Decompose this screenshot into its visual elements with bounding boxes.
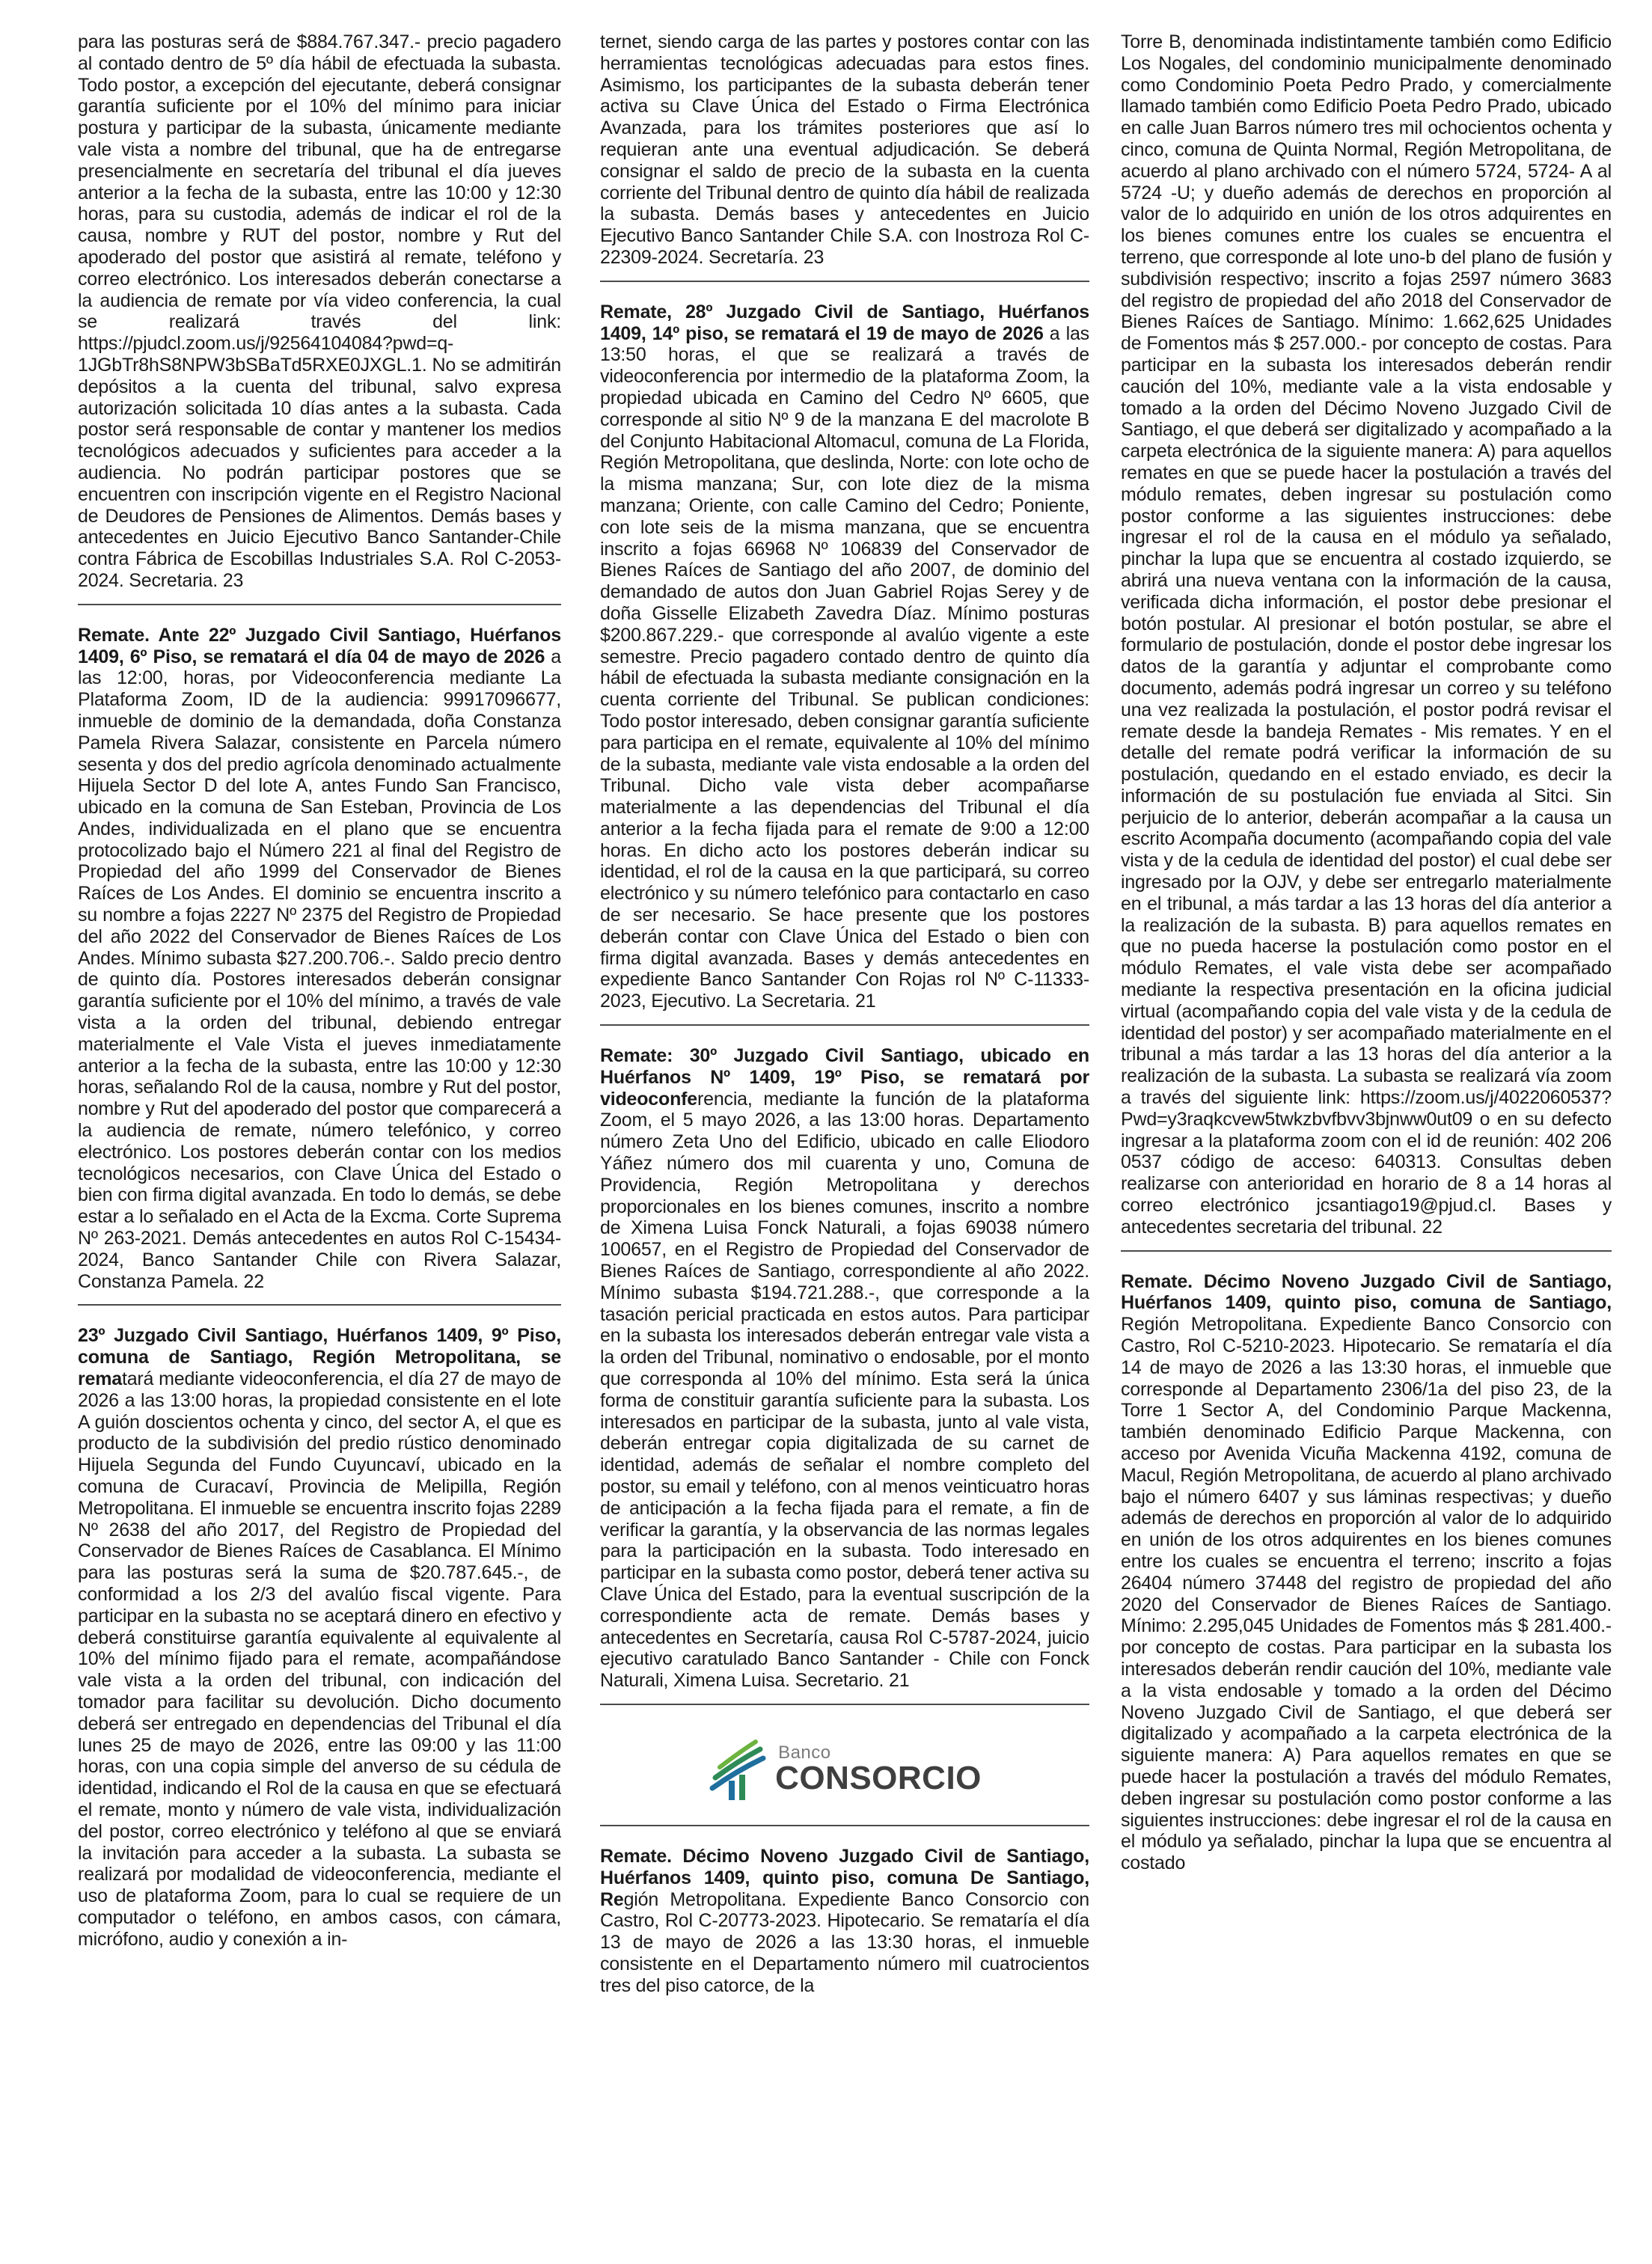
notice-body: ternet, siendo carga de las partes y postores contar con las herramientas tecnológicas adecuadas para estos fines. Asimismo, los participantes de la subasta deberán tener activa su Clave Única del Estado o Firma Electrónica Avanzada, para los trámites posteriores que así lo requieran ante una eventual adjudicación. Se deberá consignar el saldo de precio de la subasta en la cuenta corriente del Tribunal dentro de quinto día hábil de realizada la subasta. Demás bases y antecedentes en Juicio Ejecutivo Banco Santander Chile S.A. con Inostroza Rol C-22309-2024. Secretaría. 23 xyxy=(600,31,1089,268)
notice-body: rencia, mediante la función de la plataforma Zoom, el 5 mayo 2026, a las 13:00 horas. Departamento número Zeta Uno del Edificio, ubicado en calle Eliodoro Yáñez número dos mil cuarenta y uno, Comuna de Providencia, Región Metropolitana y derechos proporcionales en los bienes comunes, inscrito a nombre de Ximena Luisa Fonck Naturali, a fojas 69038 número 100657, en el Registro de Propiedad del Conservador de Bienes Raíces de Santiago, correspondiente al año 2022. Mínimo subasta $194.721.288.-, que corresponde a la tasación pericial practicada en estos autos. Para participar en la subasta los interesados deberán entregar vale vista a la orden del Tribunal, nominativo o endosable, por el monto que corresponda al 10% del mínimo. Esta será la única forma de constituir garantía suficiente para la subasta. Los interesados en participar de la subasta, junto al vale vista, deberán entregar copia digitalizada de su carnet de identidad, además de señalar el nombre completo del postor, su email y teléfono, con al menos veinticuatro horas de anticipación a la fecha fijada para el remate, a fin de verificar la garantía, y la observancia de las normas legales para la participación en la subasta. Todo interesado en participar en la subasta como postor, deberá tener activa su Clave Única del Estado, para la eventual suscripción de la correspondiente acta de remate. Demás bases y antecedentes en Secretaría, causa Rol C-5787-2024, juicio ejecutivo caratulado Banco Santander - Chile con Fonck Naturali, Ximena Luisa. Secretario. 21 xyxy=(600,1088,1089,1692)
column-1 xyxy=(78,31,561,2264)
notice-19-juzgado-b xyxy=(1121,1271,1612,1874)
logo-word-banco: Banco xyxy=(778,1742,831,1763)
notice-heading: Remate. Ante 22º Juzgado Civil Santiago, Huérfanos 1409, 6º Piso, se rematará el día 04 de mayo de 2026 xyxy=(78,624,561,667)
notice-heading: Remate, 28º Juzgado Civil de Santiago, Huérfanos 1409, 14º piso, se rematará el 19 de mayo de 2026 xyxy=(600,301,1089,344)
banco-consorcio-logo xyxy=(600,1725,1089,1814)
notice-heading: 23º Juzgado Civil Santiago, Huérfanos 1409, 9º Piso, comuna de Santiago, Región Metropolitana, se rema xyxy=(78,1325,561,1390)
notice-23-juzgado xyxy=(78,1325,561,1950)
notice-22-juzgado xyxy=(78,625,561,1293)
divider xyxy=(600,1704,1089,1705)
divider xyxy=(78,1304,561,1306)
notice-body: gión Metropolitana. Expediente Banco Consorcio con Castro, Rol C-20773-2023. Hipotecario. Se remataría el día 13 de mayo de 2026 a las 13:30 horas, el inmueble consistente en el Departamento número mil cuatrocientos tres del piso catorce, de la xyxy=(600,1888,1089,1996)
column-3 xyxy=(1121,31,1612,2264)
divider xyxy=(78,604,561,605)
column-2 xyxy=(600,31,1089,2264)
notice-body: tará mediante videoconferencia, el día 27 de mayo de 2026 a las 13:00 horas, la propiedad consistente en el lote A guión doscientos ochenta y cinco, del sector A, el que es producto de la subdivisión del predio rústico denominado Hijuela Segunda del Fundo Cuyuncaví, ubicado en la comuna de Curacaví, Provincia de Melipilla, Región Metropolitana. El inmueble se encuentra inscrito fojas 2289 Nº 2638 del año 2017, del Registro de Propiedad del Conservador de Bienes Raíces de Casablanca. El Mínimo para las posturas será la suma de $20.787.645.-, de conformidad a los 2/3 del avalúo fiscal vigente. Para participar en la subasta no se aceptará dinero en efectivo y deberá constituirse garantía equivalente al equivalente al 10% del mínimo fijado para el remate, acompañándose vale vista a la orden del tribunal, con indicación del tomador para facilitar su devolución. Dicho documento deberá ser entregado en dependencias del Tribunal el día lunes 25 de mayo de 2026, entre las 09:00 y las 11:00 horas, con una copia simple del anverso de su cédula de identidad, indicando el Rol de la causa en que se efectuará el remate, monto y número de vale vista, individualización del postor, correo electrónico y teléfono al que se enviará la invitación para acceder a la subasta. La subasta se realizará por modalidad de videoconferencia, mediante el uso de plataforma Zoom, para lo cual se requiere de un computador o teléfono, en ambos casos, con cámara, micrófono, audio y conexión a in- xyxy=(78,1368,561,1950)
divider xyxy=(600,1024,1089,1026)
notice-heading: Remate: 30º Juzgado Civil Santiago, ubicado en Huérfanos Nº 1409, 19º Piso, se rematará por videoconfe xyxy=(600,1045,1089,1110)
consorcio-emblem-icon xyxy=(708,1736,768,1803)
notice-body: a las 12:00, horas, por Videoconferencia mediante La Plataforma Zoom, ID de la audiencia: 99917096677, inmueble de dominio de la demandada, doña Constanza Pamela Rivera Salazar, consistente en Parcela número sesenta y dos del predio agrícola denominado actualmente Hijuela Sector D del lote A, antes Fundo San Francisco, ubicado en la comuna de San Esteban, Provincia de Los Andes, individualizada en el plano que se encuentra protocolizado bajo el Número 221 al final del Registro de Propiedad del año 1999 del Conservador de Bienes Raíces de Los Andes. El dominio se encuentra inscrito a su nombre a fojas 2227 Nº 2375 del Registro de Propiedad del año 2022 del Conservador de Bienes Raíces de Los Andes. Mínimo subasta $27.200.706.-. Saldo precio dentro de quinto día. Postores interesados deberán consignar garantía suficiente por el 10% del mínimo, a través de vale vista a la orden del tribunal, debiendo entregar materialmente el Vale Vista el jueves inmediatamente anterior a la fecha de la subasta, entre las 10:00 y 12:30 horas, señalando Rol de la causa, nombre y Rut del postor, nombre y Rut del apoderado del postor que comparecerá a la audiencia de remate, número telefónico, y correo electrónico. Los postores deberán contar con los medios tecnológicos necesarios, con Clave Única del Estado o bien con firma digital avanzada. En todo lo demás, se debe estar a lo señalado en el Acta de la Excma. Corte Suprema Nº 263-2021. Demás antecedentes en autos Rol C-15434-2024, Banco Santander Chile con Rivera Salazar, Constanza Pamela. 22 xyxy=(78,646,561,1292)
logo-word-consorcio: CONSORCIO xyxy=(775,1759,982,1796)
notice-continuation-col3 xyxy=(1121,31,1612,1238)
notice-continuation-col2 xyxy=(600,31,1089,269)
divider xyxy=(1121,1250,1612,1252)
divider xyxy=(600,281,1089,282)
notice-body: a las 13:50 horas, el que se realizará a través de videoconferencia por intermedio de la plataforma Zoom, la propiedad ubicada en Camino del Cedro Nº 6605, que corresponde al sitio Nº 9 de la manzana E del macrolote B del Conjunto Habitacional Altomacul, comuna de La Florida, Región Metropolitana, que deslinda, Norte: con lote ocho de la misma manzana; Sur, con lote diez de la misma manzana; Oriente, con calle Camino del Cedro; Poniente, con lote seis de la misma manzana, que se encuentra inscrito a fojas 66968 Nº 106839 del Conservador de Bienes Raíces de Santiago del año 2007, de dominio del demandado de autos don Juan Gabriel Rojas Serey y de doña Gisselle Elizabeth Zavedra Díaz. Mínimo posturas $200.867.229.- que corresponde al avalúo vigente a este semestre. Precio pagadero contado dentro de quinto día hábil de efectuada la subasta mediante consignación en la cuenta corriente del Tribunal. Se publican condiciones: Todo postor interesado, deben consignar garantía suficiente para participa en el remate, equivalente al 10% del mínimo de la subasta, mediante vale vista endosable a la orden del Tribunal. Dicho vale vista deber acompañarse materialmente a las dependencias del Tribunal el día anterior a la fecha fijada para el remate de 9:00 a 12:00 horas. En dicho acto los postores deberán indicar su identidad, el rol de la causa en la que participará, su correo electrónico y su número telefónico para contactarlo en caso de ser necesario. Se hace presente que los postores deberán contar con Clave Única del Estado o bien con firma digital avanzada. Bases y demás antecedentes en expediente Banco Santander Con Rojas rol Nº C-11333-2023, Ejecutivo. La Secretaria. 21 xyxy=(600,322,1089,1012)
notice-body: para las posturas será de $884.767.347.- precio pagadero al contado dentro de 5º día hábil de efectuada la subasta. Todo postor, a excepción del ejecutante, deberá consignar garantía suficiente por el 10% del mínimo para iniciar postura y participar de la subasta, únicamente mediante vale vista a nombre del tribunal, que ha de entregarse presencialmente en secretaría del tribunal el día jueves anterior a la fecha de la subasta, entre las 10:00 y 12:30 horas, para su custodia, además de indicar el rol de la causa, nombre y RUT del postor, nombre y Rut del apoderado del postor que asistirá al remate, teléfono y correo electrónico. Los interesados deberán conectarse a la audiencia de remate por vía video conferencia, la cual se realizará través del link: https://pjudcl.zoom.us/j/92564104084?pwd=q-1JGbTr8hS8NPW3bSBaTd5RXE0JXGL.1. No se admitirán depósitos a la cuenta del tribunal, salvo expresa autorización solicitada 10 días antes a la subasta. Cada postor será responsable de contar y mantener los medios tecnológicos adecuados y suficientes para acceder a la audiencia. No podrán participar postores que se encuentren con inscripción vigente en el Registro Nacional de Deudores de Pensiones de Alimentos. Demás bases y antecedentes en Juicio Ejecutivo Banco Santander-Chile contra Fábrica de Escobillas Industriales S.A. Rol C-2053-2024. Secretaria. 23 xyxy=(78,31,561,591)
notice-heading: Remate. Décimo Noveno Juzgado Civil de Santiago, Huérfanos 1409, quinto piso, comuna de Santiago, xyxy=(1121,1270,1612,1314)
notice-body: Torre B, denominada indistintamente también como Edificio Los Nogales, del condominio municipalmente denominado como Condominio Poeta Pedro Prado, y comercialmente llamado también como Edificio Poeta Pedro Prado, ubicado en calle Juan Barros número tres mil ochocientos ochenta y cinco, comuna de Quinta Normal, Región Metropolitana, de acuerdo al plano archivado con el número 5724, 5724- A al 5724 -U; y dueño además de derechos en proporción al valor de lo adquirido en unión de los otros adquirentes en los bienes comunes entre los cuales se encuentra el terreno, que corresponde al lote uno-b del plano de fusión y subdivisión respectivo; inscrito a fojas 2597 número 3683 del registro de propiedad del año 2018 del Conservador de Bienes Raíces de Santiago. Mínimo: 1.662,625 Unidades de Fomentos más $ 257.000.- por concepto de costas. Para participar en la subasta los interesados deberán rendir caución del 10%, mediante vale a la vista endosable y tomado a la orden del Décimo Noveno Juzgado Civil de Santiago, el que deberá ser digitalizado y acompañado a la carpeta electrónica de la siguiente manera: A) para aquellos remates en que se puede hacer la postulación a través del módulo remates, deben ingresar su postulación como postor conforme a las siguientes instrucciones: debe ingresar el rol de la causa en el módulo ya señalado, pinchar la lupa que se encuentra al costado izquierdo, se abrirá una nueva ventana con la información de la causa, verificada dicha información, el postor debe presionar el botón postular. Al presionar el botón postular, se abre el formulario de postulación, donde el postor debe ingresar los datos de la garantía y adjuntar el comprobante como documento, además podrá ingresar un correo y su teléfono una vez realizada la postulación, el postor podrá revisar el remate desde la bandeja Remates - Mis remates. Y en el detalle del remate podrá verificar la información de su postulación, quedando en el estado enviado, es decir la información de su postulación fue enviada al Sitci. Sin perjuicio de lo anterior, deberán acompañar a la causa un escrito Acompaña documento (acompañando copia del vale vista y de la cedula de identidad del postor) el cual debe ser ingresado por la OJV, y debe ser entregarlo materialmente en el tribunal, a más tardar a las 13 horas del día anterior a la realización de la subasta. B) para aquellos remates en que no pueda hacerse la postulación como postor en el módulo Remates, el vale vista debe ser acompañado mediante la respectiva presentación en la oficina judicial virtual (acompañando copia del vale vista y de la cedula de identidad del postor) y ser acompañado materialmente en el tribunal a más tardar a las 13 horas del día anterior a la realización de la subasta. La subasta se realizará vía zoom a través del siguiente link: https://zoom.us/j/4022060537?Pwd=y3raqkcvew5twkzbvfbvv3bjnww0ut09 o en su defecto ingresar a la plataforma zoom con el id de reunión: 402 206 0537 código de acceso: 640313. Consultas deben realizarse con anterioridad en horario de 8 a 14 horas al correo electrónico jcsantiago19@pjud.cl. Bases y antecedentes secretaria del tribunal. 22 xyxy=(1121,31,1612,1237)
notice-30-juzgado xyxy=(600,1045,1089,1692)
divider xyxy=(600,1825,1089,1826)
notice-28-juzgado xyxy=(600,302,1089,1012)
notice-19-juzgado-a xyxy=(600,1846,1089,1997)
notice-heading: Remate. Décimo Noveno Juzgado Civil de Santiago, Huérfanos 1409, quinto piso, comuna De Santiago, Re xyxy=(600,1845,1089,1910)
notice-continuation-col1 xyxy=(78,31,561,592)
notice-body: Región Metropolitana. Expediente Banco Consorcio con Castro, Rol C-5210-2023. Hipotecario. Se remataría el día 14 de mayo de 2026 a las 13:30 horas, el inmueble que corresponde al Departamento 2306/1a del piso 23, de la Torre 1 Sector A, del Condominio Parque Mackenna, también denominado Edificio Parque Mackenna, con acceso por Avenida Vicuña Mackenna 4192, comuna de Macul, Región Metropolitana, de acuerdo al plano archivado bajo el número 6407 y sus láminas respectivas; y dueño además de derechos en proporción al valor de lo adquirido en unión de los otros adquirentes en los bienes comunes entre los cuales se encuentra el terreno; inscrito a fojas 26404 número 37448 del registro de propiedad del año 2020 del Conservador de Bienes Raíces de Santiago. Mínimo: 2.295,045 Unidades de Fomentos más $ 281.400.- por concepto de costas. Para participar en la subasta los interesados deberán rendir caución del 10%, mediante vale a la vista endosable y tomado a la orden del Décimo Noveno Juzgado Civil de Santiago, el que deberá ser digitalizado y acompañado a la carpeta electrónica de la siguiente manera: A) Para aquellos remates en que se puede hacer la postulación a través del módulo Remates, deben ingresar su postulación como postor conforme a las siguientes instrucciones: debe ingresar el rol de la causa en el módulo ya señalado, pinchar la lupa que se encuentra al costado xyxy=(1121,1314,1612,1874)
